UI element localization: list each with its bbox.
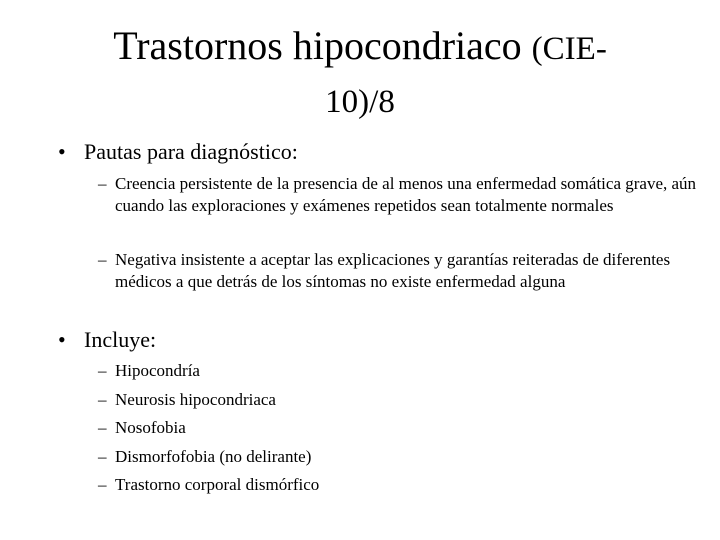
dash-glyph: – xyxy=(98,446,107,466)
dash-glyph: – xyxy=(98,475,107,495)
list-item xyxy=(98,443,319,472)
list-item xyxy=(98,471,319,500)
bullet-glyph: • xyxy=(58,139,66,164)
title-part-1: Trastornos hipocondriaco xyxy=(113,23,532,68)
slide-title xyxy=(0,18,720,127)
bullet-pautas xyxy=(58,138,298,166)
list-item xyxy=(98,414,319,443)
list-item xyxy=(98,386,319,415)
title-part-2: (CIE- xyxy=(531,31,607,67)
title-part-3: 10)/8 xyxy=(325,84,395,120)
sub-item xyxy=(98,249,698,293)
bullet-label: Pautas para diagnóstico: xyxy=(84,139,298,164)
sub-item-text: Creencia persistente de la presencia de al menos una enfermedad somática grave, aún cuando las exploraciones y exámenes repetidos sean totalmente normales xyxy=(115,174,697,215)
list-item-text: Nosofobia xyxy=(115,418,186,438)
sub-item xyxy=(98,173,698,217)
list-item-text: Trastorno corporal dismórfico xyxy=(115,475,320,495)
list-item-text: Hipocondría xyxy=(115,361,200,380)
dash-glyph: – xyxy=(98,389,107,409)
includes-list xyxy=(98,357,319,500)
dash-glyph: – xyxy=(98,174,107,193)
list-item-text: Dismorfofobia (no delirante) xyxy=(115,446,312,466)
bullet-label: Incluye: xyxy=(84,327,157,352)
dash-glyph: – xyxy=(98,361,107,380)
sub-item-text: Negativa insistente a aceptar las explicaciones y garantías reiteradas de diferentes médicos a que detrás de los síntomas no existe enfermedad alguna xyxy=(115,250,671,291)
list-item-text: Neurosis hipocondriaca xyxy=(115,389,276,409)
dash-glyph: – xyxy=(98,418,107,438)
dash-glyph: – xyxy=(98,250,107,269)
list-item xyxy=(98,357,319,386)
bullet-incluye xyxy=(58,326,156,354)
bullet-glyph: • xyxy=(58,327,66,352)
title-line-1 xyxy=(0,18,720,77)
